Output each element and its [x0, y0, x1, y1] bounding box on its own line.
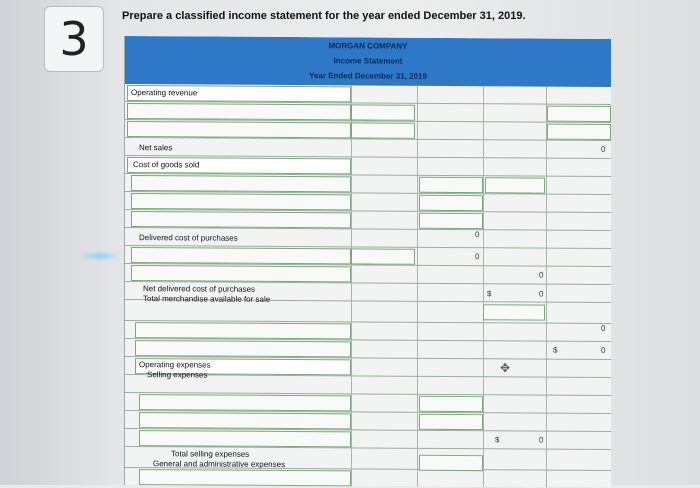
- expense-line-input[interactable]: [135, 340, 351, 357]
- cogs-line-input[interactable]: [131, 175, 351, 192]
- total-merchandise-b: 0: [601, 345, 606, 355]
- amount-input[interactable]: [547, 124, 611, 140]
- net-sales-label: Net sales: [139, 143, 173, 153]
- question-prompt: Prepare a classified income statement for the year ended December 31, 2019.: [122, 10, 526, 22]
- cogs-line-input[interactable]: [131, 193, 351, 210]
- dollar-sign: $: [553, 345, 558, 355]
- statement-period: Year Ended December 31, 2019: [309, 71, 427, 81]
- move-cursor-icon: ✥: [500, 361, 511, 375]
- admin-expense-input[interactable]: [139, 469, 351, 486]
- income-statement-worksheet: [124, 36, 611, 488]
- delivered-cost-label: Delivered cost of purchases: [139, 233, 238, 243]
- amount-input[interactable]: [351, 104, 415, 120]
- total-merchandise-a: 0: [601, 323, 606, 333]
- amount-input[interactable]: [419, 455, 483, 471]
- statement-title: Income Statement: [333, 56, 403, 66]
- purchases-line-input[interactable]: [131, 265, 351, 282]
- amount-input[interactable]: [419, 396, 483, 412]
- purchases-line-input[interactable]: [131, 247, 351, 264]
- table-row: [125, 447, 611, 471]
- dollar-sign: $: [495, 435, 500, 445]
- table-row: [125, 300, 611, 324]
- amount-input[interactable]: [419, 414, 483, 430]
- selling-expense-input[interactable]: [139, 394, 351, 411]
- amount-input[interactable]: [351, 248, 415, 264]
- dollar-sign: $: [487, 289, 492, 299]
- selling-expense-input[interactable]: [139, 412, 351, 429]
- amount-input[interactable]: [419, 195, 483, 211]
- revenue-line-input[interactable]: [127, 103, 351, 120]
- amount-input[interactable]: [419, 177, 483, 193]
- net-delivered-value-a: 0: [539, 270, 544, 280]
- total-selling-value: 0: [539, 435, 544, 445]
- delivered-cost-value: 0: [475, 230, 480, 240]
- selling-expense-input[interactable]: [139, 430, 351, 447]
- operating-expenses-label: Operating expenses: [139, 360, 211, 370]
- statement-header: [125, 36, 611, 87]
- question-number: 3: [44, 6, 104, 72]
- screen-glare: [80, 250, 120, 262]
- amount-input[interactable]: [547, 106, 611, 122]
- total-selling-expenses-label: Total selling expenses: [171, 449, 250, 459]
- selling-expenses-label: Selling expenses: [147, 370, 208, 380]
- net-sales-total: 0: [601, 144, 606, 154]
- net-delivered-value-b: 0: [539, 289, 544, 299]
- general-admin-expenses-label: General and administrative expenses: [153, 459, 286, 469]
- cost-of-goods-sold-label: Cost of goods sold: [133, 160, 200, 170]
- company-name: MORGAN COMPANY: [328, 41, 408, 51]
- amount-input[interactable]: [419, 213, 483, 229]
- amount-input[interactable]: [483, 304, 545, 320]
- amount-input[interactable]: [351, 122, 415, 138]
- amount-input[interactable]: [485, 177, 545, 193]
- operating-revenue-label: Operating revenue: [131, 88, 198, 98]
- cogs-line-input[interactable]: [131, 211, 351, 228]
- delivered-cost-subtotal: 0: [475, 252, 480, 262]
- net-delivered-cost-label: Net delivered cost of purchases: [143, 284, 256, 294]
- expense-line-input[interactable]: [135, 322, 351, 339]
- revenue-line-input[interactable]: [127, 121, 351, 138]
- total-merchandise-label: Total merchandise available for sale: [143, 294, 271, 304]
